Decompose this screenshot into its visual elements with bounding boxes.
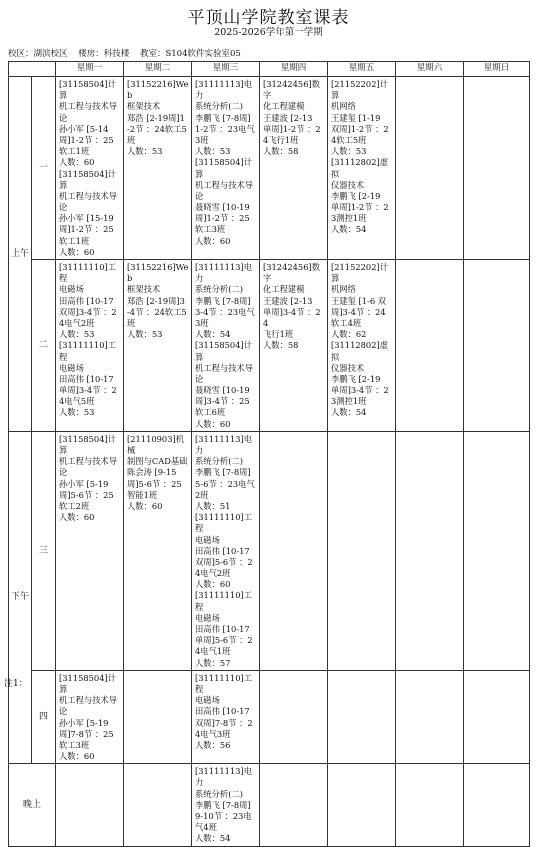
course-entry	[331, 262, 393, 340]
course-line: 软工4班	[331, 317, 362, 328]
course-line: 1-2节 ：23电气	[195, 123, 255, 134]
course-line: 智能1班	[127, 489, 158, 500]
course-line: [31111110]工程	[195, 590, 253, 612]
course-line: 人数：62	[331, 329, 367, 340]
course-line: 周]1-2节 ：25	[59, 224, 114, 235]
period-row-4	[9, 670, 530, 764]
schedule-cell	[464, 77, 530, 260]
course-entry	[59, 434, 121, 524]
course-line: 4软工5班	[331, 134, 367, 145]
course-line: 人数：54	[331, 407, 367, 418]
schedule-cell	[464, 670, 530, 764]
course-entry	[195, 673, 257, 751]
course-line: [21152202]计算	[331, 262, 389, 284]
course-line: 电磁场	[195, 695, 220, 706]
course-line: 仪器技术	[331, 179, 365, 190]
building-label: 楼房：科技楼	[78, 49, 130, 59]
schedule-cell	[124, 431, 192, 670]
schedule-cell	[56, 260, 124, 432]
course-entry	[331, 157, 393, 235]
course-line: 软工2班	[59, 500, 90, 511]
timetable	[8, 61, 530, 847]
course-line: 2班	[195, 489, 209, 500]
course-line: 制图与CAD基础	[127, 456, 188, 467]
course-line: 人数：60	[195, 418, 231, 429]
course-line: 人数：53	[331, 146, 367, 157]
course-line: 机工程与技术导	[59, 695, 118, 706]
schedule-cell	[260, 670, 328, 764]
course-line: 人数：58	[263, 340, 299, 351]
course-line: 双周]3-4节 ：2	[59, 306, 117, 317]
course-line: 电磁场	[59, 362, 84, 373]
course-entry	[195, 590, 257, 668]
morning-label: 上午	[9, 77, 32, 432]
schedule-cell	[396, 260, 464, 432]
schedule-cell	[260, 431, 328, 670]
period-row-1	[9, 77, 530, 260]
course-line: 3班	[195, 317, 209, 328]
schedule-cell	[328, 764, 396, 846]
course-line: 郑浩 [2-19周]1	[127, 112, 185, 123]
course-line: 双周]5-6节 ：2	[195, 556, 253, 567]
period-row-2	[9, 260, 530, 432]
schedule-cell	[328, 670, 396, 764]
course-entry	[127, 262, 189, 340]
course-entry	[127, 434, 189, 512]
course-line: 人数：54	[195, 329, 231, 340]
course-line: 周]7-8节 ：25	[59, 728, 114, 739]
course-line: [31158504]计算	[59, 168, 117, 190]
schedule-cell	[124, 260, 192, 432]
schedule-cell	[396, 431, 464, 670]
course-entry	[263, 262, 325, 352]
day-header-thu: 星期四	[260, 62, 328, 77]
course-entry	[195, 157, 257, 247]
course-line: 李鹏飞 [7-8周]	[195, 467, 251, 478]
course-line: 田高伟 [10-17	[195, 706, 250, 717]
course-line: 聂晓雪 [10-19	[195, 202, 250, 213]
schedule-cell	[464, 764, 530, 846]
course-line: 周]3-4节 ：24	[331, 306, 386, 317]
course-line: [31111113]电力	[195, 262, 253, 284]
course-line: 班	[127, 134, 136, 145]
course-entry	[331, 79, 393, 157]
course-line: [31112802]虚拟	[331, 340, 389, 362]
course-line: 化工程建模	[263, 101, 305, 112]
course-line: [31158504]计算	[195, 157, 253, 179]
course-line: [31158504]计算	[59, 672, 117, 694]
course-line: 人数：53	[59, 407, 95, 418]
course-line: [31242456]数字	[263, 79, 321, 101]
course-line: 论	[195, 373, 204, 384]
course-line: [31158504]计算	[59, 433, 117, 455]
course-line: 人数：53	[59, 329, 95, 340]
course-line: 单周]5-6节 ：2	[195, 635, 253, 646]
course-line: -2节 ：24软工5	[127, 123, 187, 134]
course-line: 3测控1班	[331, 396, 367, 407]
schedule-cell	[192, 764, 260, 846]
day-header-sun: 星期日	[464, 62, 530, 77]
course-line: 李鹏飞 [2-19	[331, 190, 381, 201]
course-line: 人数：60	[59, 157, 95, 168]
course-line: 聂晓雪 [10-19	[195, 385, 250, 396]
course-line: 软工1班	[59, 146, 90, 157]
course-line: 系统分析(二)	[195, 284, 243, 295]
course-line: 双周]1-2节 ：2	[331, 123, 389, 134]
course-line: 化工程建模	[263, 284, 305, 295]
course-line: 班	[127, 317, 136, 328]
course-line: 软工6班	[195, 407, 226, 418]
course-line: 4电气2班	[195, 568, 231, 579]
course-line: 机工程与技术导	[195, 362, 254, 373]
day-header-wed: 星期三	[192, 62, 260, 77]
schedule-cell	[328, 260, 396, 432]
course-line: 4飞行1班	[263, 134, 299, 145]
course-line: [31111110]工程	[195, 512, 253, 534]
course-line: 孙小军 [5-14	[59, 123, 109, 134]
schedule-cell	[260, 764, 328, 846]
course-line: 人数：60	[195, 235, 231, 246]
course-line: 陈会涛 [9-15	[127, 467, 177, 478]
course-line: 周]5-6节 ：25	[59, 489, 114, 500]
course-line: 机工程与技术导	[59, 101, 118, 112]
course-line: 王建玺 [1-6 双	[331, 295, 387, 306]
course-line: 机工程与技术导	[195, 179, 254, 190]
course-line: 气4班	[195, 822, 217, 833]
course-line: 论	[59, 202, 68, 213]
schedule-cell	[328, 77, 396, 260]
course-line: 4电气5班	[59, 396, 95, 407]
schedule-cell	[124, 670, 192, 764]
course-line: 李鹏飞 [7-8周]	[195, 799, 251, 810]
course-entry	[127, 79, 189, 157]
course-line: 3-4节 ：23电气	[195, 306, 255, 317]
course-line: 周]1-2节 ：25	[195, 213, 250, 224]
schedule-cell	[124, 764, 192, 846]
period-label-1: 一	[32, 77, 56, 260]
schedule-cell	[56, 77, 124, 260]
course-line: 论	[59, 467, 68, 478]
course-line: 孙小军 [5-19	[59, 478, 109, 489]
course-line: 人数：60	[59, 246, 95, 257]
course-line: [31111113]电力	[195, 433, 253, 455]
schedule-cell	[56, 431, 124, 670]
course-line: 9-10节 ：23电	[195, 811, 252, 821]
course-line: 人数：60	[59, 512, 95, 523]
course-line: 5-6节 ：23电气	[195, 478, 255, 489]
page-title: 平顶山学院教室课表	[187, 8, 350, 28]
course-line: 单周]3-4节 ：2	[331, 385, 389, 396]
course-line: 论	[195, 190, 204, 201]
course-line: [21110903]机械	[127, 433, 185, 455]
course-line: 周]5-6节 ：25	[127, 478, 182, 489]
course-line: 论	[59, 112, 68, 123]
schedule-cell	[328, 431, 396, 670]
course-line: 人数：58	[263, 146, 299, 157]
schedule-cell	[192, 670, 260, 764]
course-line: 人数：53	[195, 146, 231, 157]
course-line: [31111113]电力	[195, 79, 253, 101]
course-entry	[59, 262, 121, 340]
schedule-cell	[396, 670, 464, 764]
course-line: 软工1班	[59, 235, 90, 246]
course-line: 4电气1班	[195, 646, 231, 657]
room-label: 教室：S104软件实验室05	[139, 49, 241, 59]
day-header-sat: 星期六	[396, 62, 464, 77]
course-line: 王建波 [2-13	[263, 295, 313, 306]
course-line: 人数：54	[331, 224, 367, 235]
course-line: 人数：54	[195, 833, 231, 844]
course-entry	[59, 79, 121, 258]
schedule-cell	[464, 431, 530, 670]
course-line: 框架技术	[127, 101, 161, 112]
course-line: 系统分析(二)	[195, 101, 243, 112]
afternoon-label: 下午	[9, 431, 32, 763]
schedule-cell	[464, 260, 530, 432]
course-line: 人数：53	[127, 146, 163, 157]
course-entry	[263, 79, 325, 157]
period-label-4: 四	[32, 670, 56, 764]
schedule-cell	[192, 431, 260, 670]
course-line: 李鹏飞 [7-8周]	[195, 295, 251, 306]
course-line: 单周]1-2节 ：2	[331, 202, 389, 213]
course-line: 李鹏飞 [2-19	[331, 373, 381, 384]
campus-label: 校区：湖滨校区	[8, 49, 68, 59]
course-line: 李鹏飞 [7-8周]	[195, 112, 251, 123]
course-line: 郑浩 [2-19周]3	[127, 295, 185, 306]
period-row-3	[9, 431, 530, 670]
course-line: 机工程与技术导	[59, 456, 118, 467]
course-line: 3测控1班	[331, 213, 367, 224]
course-line: 机工程与技术导	[59, 190, 118, 201]
course-line: 人数：60	[59, 751, 95, 762]
course-line: 双周]7-8节 ：2	[195, 717, 253, 728]
schedule-cell	[396, 77, 464, 260]
schedule-cell	[260, 260, 328, 432]
course-line: 单周]1-2节 ：2	[263, 123, 321, 134]
day-header-mon: 星期一	[56, 62, 124, 77]
course-line: 3班	[195, 134, 209, 145]
course-line: 王建波 [2-13	[263, 112, 313, 123]
day-header-tue: 星期二	[124, 62, 192, 77]
course-line: 人数：60	[195, 579, 231, 590]
course-line: 周]1-2节 ：25	[59, 134, 114, 145]
course-line: 田高伟 [10-17	[59, 295, 114, 306]
course-entry	[195, 262, 257, 340]
course-line: 人数：57	[195, 657, 231, 668]
schedule-cell	[260, 77, 328, 260]
course-line: 4电气3班	[195, 728, 231, 739]
course-line: [31111110]工程	[59, 340, 117, 362]
course-entry	[331, 340, 393, 418]
course-entry	[195, 766, 257, 844]
course-line: 人数：56	[195, 739, 231, 750]
footnote: 注1：	[4, 679, 28, 689]
course-line: 电磁场	[195, 612, 220, 623]
period-label-3: 三	[32, 431, 56, 670]
schedule-cell	[56, 670, 124, 764]
course-line: [31112802]虚拟	[331, 157, 389, 179]
course-line: 周]3-4节 ：25	[195, 396, 250, 407]
course-line: [31158504]计算	[195, 340, 253, 362]
course-entry	[195, 434, 257, 512]
course-line: [31111110]工程	[195, 672, 253, 694]
course-line: 田高伟 [10-17	[195, 624, 250, 634]
schedule-cell	[56, 764, 124, 846]
course-line: 软工3班	[195, 224, 226, 235]
schedule-cell	[396, 764, 464, 846]
course-line: 机网络	[331, 101, 356, 112]
course-line: 单周]3-4节 ：24	[263, 306, 321, 328]
course-line: [21152202]计算	[331, 79, 389, 101]
course-entry	[195, 340, 257, 430]
course-line: 人数：60	[127, 500, 163, 511]
course-line: -4节 ：24软工5	[127, 306, 187, 317]
course-line: 软工3班	[59, 739, 90, 750]
course-line: [31111113]电力	[195, 766, 253, 788]
course-line: 论	[59, 706, 68, 717]
schedule-cell	[192, 77, 260, 260]
course-line: 田高伟 [10-17	[195, 545, 250, 556]
course-line: 电磁场	[195, 534, 220, 545]
course-line: 单周]3-4节 ：2	[59, 385, 117, 396]
course-line: 人数：51	[195, 500, 231, 511]
course-entry	[59, 340, 121, 418]
day-header-fri: 星期五	[328, 62, 396, 77]
course-line: 仪器技术	[331, 362, 365, 373]
course-line: [31152216]Web	[127, 79, 189, 101]
evening-label: 晚上	[9, 764, 56, 846]
corner-header	[9, 62, 56, 77]
course-line: 框架技术	[127, 284, 161, 295]
course-line: 机网络	[331, 284, 356, 295]
schedule-cell	[192, 260, 260, 432]
course-line: [31152216]Web	[127, 262, 189, 284]
course-line: [31111110]工程	[59, 262, 117, 284]
course-line: 系统分析(二)	[195, 456, 243, 467]
course-line: [31158504]计算	[59, 79, 117, 101]
course-line: 4电气2班	[59, 317, 95, 328]
course-line: 王建玺 [1-19	[331, 112, 381, 123]
period-label-2: 二	[32, 260, 56, 432]
term-subtitle: 2025-2026学年第一学期	[214, 27, 323, 38]
course-entry	[195, 512, 257, 590]
course-line: 孙小军 [15-19	[59, 213, 114, 224]
room-info	[8, 47, 249, 59]
course-entry	[195, 79, 257, 157]
schedule-cell	[124, 77, 192, 260]
course-line: 电磁场	[59, 284, 84, 295]
course-line: 系统分析(二)	[195, 788, 243, 799]
course-line: 田高伟 [10-17	[59, 373, 114, 384]
evening-row	[9, 764, 530, 846]
course-entry	[59, 673, 121, 763]
course-line: [31242456]数字	[263, 262, 321, 284]
course-line: 人数：53	[127, 329, 163, 340]
course-line: 孙小军 [5-19	[59, 717, 109, 728]
course-line: 飞行1班	[263, 329, 294, 340]
header-row	[9, 62, 530, 77]
